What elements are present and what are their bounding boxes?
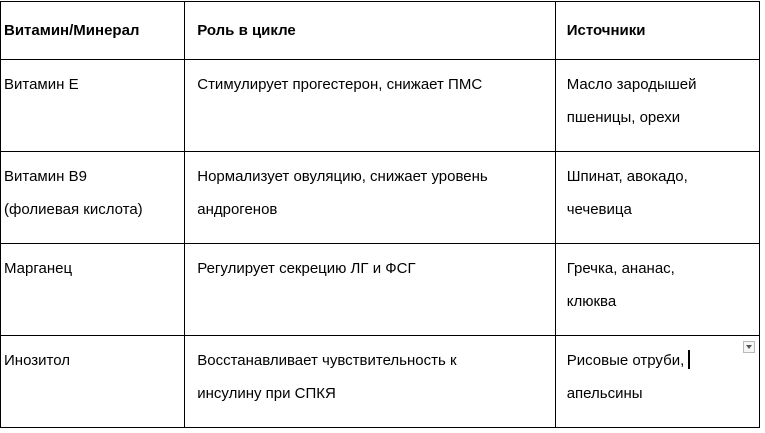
cell-text: Инозитол: [4, 352, 70, 369]
header-label: Витамин/Минерал: [4, 22, 140, 39]
cell-text: Гречка, ананас,: [566, 260, 675, 277]
sources-cell-active[interactable]: [555, 336, 759, 428]
table-header-row: [1, 2, 760, 60]
cell-text: инсулину при СПКЯ: [197, 385, 336, 402]
cell-text: Шпинат, авокадо,: [566, 168, 688, 185]
cell-text: Витамин E: [4, 76, 79, 93]
nutrient-table: [0, 1, 760, 428]
header-label: Роль в цикле: [197, 22, 296, 39]
role-cell[interactable]: [185, 336, 555, 428]
sources-cell[interactable]: [555, 152, 759, 244]
nutrient-cell[interactable]: [1, 244, 185, 336]
cell-text: чечевица: [566, 201, 632, 218]
cell-text: (фолиевая кислота): [4, 201, 143, 218]
nutrient-cell[interactable]: [1, 336, 185, 428]
text-cursor: [688, 350, 690, 369]
table-row: [1, 60, 760, 152]
table-row: [1, 244, 760, 336]
nutrient-cell[interactable]: [1, 60, 185, 152]
nutrient-cell[interactable]: [1, 152, 185, 244]
cell-text: Регулирует секрецию ЛГ и ФСГ: [197, 260, 416, 277]
role-cell[interactable]: [185, 60, 555, 152]
cell-text: Витамин B9: [4, 168, 87, 185]
cell-text: Нормализует овуляцию, снижает уровень: [197, 168, 488, 185]
role-cell[interactable]: [185, 152, 555, 244]
cell-text: Рисовые отруби,: [566, 352, 685, 369]
header-label: Источники: [566, 22, 646, 39]
sources-cell[interactable]: [555, 60, 759, 152]
cell-text: андрогенов: [197, 201, 278, 218]
header-cell-nutrient[interactable]: [1, 2, 185, 60]
cell-text: Восстанавливает чувствительность к: [197, 352, 457, 369]
cell-text: Марганец: [4, 260, 73, 277]
table-row: [1, 336, 760, 428]
table-row: [1, 152, 760, 244]
cell-text: апельсины: [566, 385, 643, 402]
header-cell-sources[interactable]: [555, 2, 759, 60]
cell-text: Масло зародышей: [566, 76, 697, 93]
cell-text: клюква: [566, 293, 617, 310]
cell-text-with-cursor: [567, 344, 751, 377]
cell-text: пшеницы, орехи: [566, 109, 681, 126]
chevron-down-icon[interactable]: [743, 341, 755, 353]
sources-cell[interactable]: [555, 244, 759, 336]
cell-text: Стимулирует прогестерон, снижает ПМС: [197, 76, 483, 93]
role-cell[interactable]: [185, 244, 555, 336]
header-cell-role[interactable]: [185, 2, 555, 60]
